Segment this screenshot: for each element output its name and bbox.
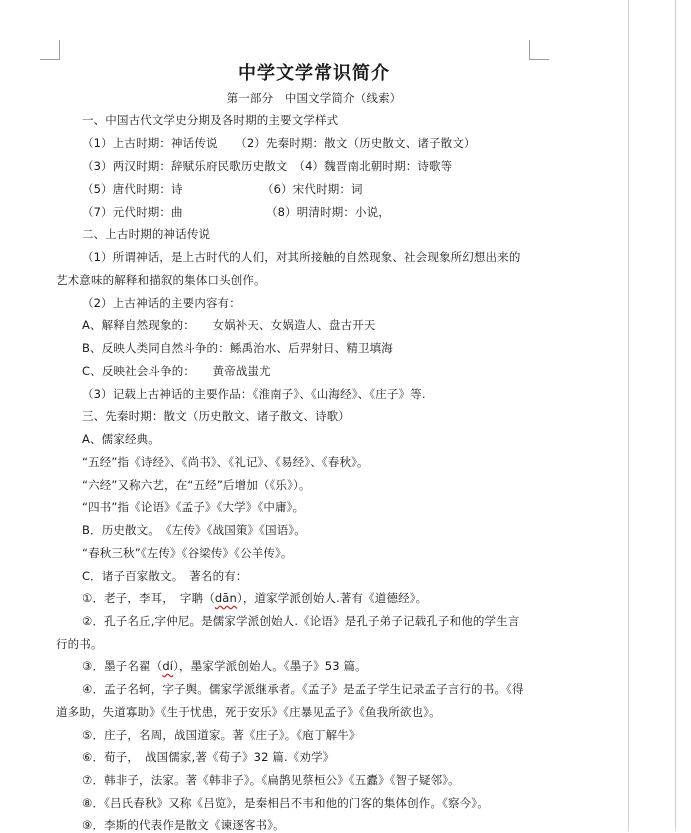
paragraph-line: （5）唐代时期：诗: [82, 182, 183, 196]
section-heading: 三、先秦时期：散文（历史散文、诸子散文、诗歌）: [82, 409, 350, 423]
paragraph-line: “四书”指《论语》《孟子》《大学》《中庸》。: [82, 500, 305, 514]
paragraph-line: （3）两汉时期：辞赋乐府民歌历史散文 （4）魏晋南北朝时期：诗歌等: [82, 159, 453, 173]
paragraph-line: 艺术意味的解释和描叙的集体口头创作。: [56, 273, 266, 287]
margin-corner-mark: [529, 40, 549, 60]
paragraph-line: ⑤．庄子，名周，战国道家。著《庄子》。《庖丁解牛》: [82, 728, 361, 742]
paragraph-line: “五经”指《诗经》、《尚书》、《礼记》、《易经》、《春秋》。: [82, 455, 369, 469]
paragraph-text: ），道家学派创始人.著有《道德经》。: [236, 591, 428, 605]
paragraph-line: （1）所谓神话，是上古时代的人们，对其所接触的自然现象、社会现象所幻想出来的: [82, 250, 521, 264]
paragraph-line: 行的书。: [56, 637, 103, 651]
spellcheck-word: dí: [162, 659, 174, 673]
paragraph-line: （2）上古神话的主要内容有：: [82, 296, 241, 310]
paragraph-line: B、反映人类同自然斗争的：鲧禹治水、后羿射日、精卫填海: [82, 341, 393, 355]
paragraph-line: （7）元代时期：曲: [82, 205, 183, 219]
vertical-scrollbar[interactable]: [675, 0, 676, 831]
paragraph-line: ②．孔子名丘,字仲尼。是儒家学派创始人.《论语》是孔子弟子记载孔子和他的学生言: [82, 614, 520, 628]
spellcheck-word: dān: [214, 591, 237, 605]
paragraph-line: C．诸子百家散文。 著名的有：: [82, 569, 248, 583]
paragraph-line: “春秋三秋”《左传》《谷梁传》《公羊传》。: [82, 546, 293, 560]
paragraph-line: ④．孟子名轲，字子舆。儒家学派继承者。《孟子》是孟子学生记录孟子言行的书。《得: [82, 682, 524, 696]
paragraph-text: ），墨家学派创始人。《墨子》53 篇。: [173, 659, 367, 673]
margin-corner-mark: [40, 40, 60, 60]
paragraph-line: （6）宋代时期：词: [262, 182, 363, 196]
document-title: 中学文学常识简介: [238, 63, 390, 84]
section-heading: 二、上古时期的神话传说: [82, 227, 211, 241]
paragraph-text: ①．老子，李耳， 字聃（: [82, 591, 215, 605]
document-subtitle: 第一部分 中国文学简介（线索）: [226, 91, 402, 105]
paragraph-line: B．历史散文。 《左传》《战国策》《国语》。: [82, 523, 306, 537]
paragraph-line: A、解释自然现象的： 女娲补天、女娲造人、盘古开天: [82, 318, 376, 332]
paragraph-line: （1）上古时期：神话传说 （2）先秦时期：散文（历史散文、诸子散文）: [82, 136, 476, 150]
paragraph-text: ③．墨子名翟（: [82, 659, 163, 673]
paragraph-line: ⑦．韩非子，法家。著《韩非子》。《扁鹊见蔡桓公》《五蠹》《智子疑邻》。: [82, 773, 460, 787]
paragraph-line: （8）明清时期：小说，: [266, 205, 390, 219]
section-heading: 一、中国古代文学史分期及各时期的主要文学样式: [82, 113, 339, 127]
paragraph-line: C、反映社会斗争的： 黄帝战蚩尤: [82, 364, 271, 378]
paragraph-line: ⑧．《吕氏春秋》又称《吕览》，是秦相吕不韦和他的门客的集体创作。《察今》。: [82, 796, 489, 810]
paragraph-line: ⑥．荀子， 战国儒家,著《荀子》32 篇.《劝学》: [82, 750, 335, 764]
paragraph-line: （3）记载上古神话的主要作品：《淮南子》、《山海经》、《庄子》等.: [82, 387, 426, 401]
paragraph-line: ⑨．李斯的代表作是散文《谏逐客书》。: [82, 818, 285, 832]
paragraph-line: “六经”又称六艺，在“五经”后增加（《乐》）。: [82, 478, 311, 492]
paragraph-line: 道多助，失道寡助》《生于忧患，死于安乐》《庄暴见孟子》《鱼我所欲也》。: [56, 705, 441, 719]
paragraph-line: A、儒家经典。: [82, 432, 160, 446]
paragraph-line: [82, 590, 427, 606]
right-gutter: [629, 0, 691, 831]
paragraph-line: [82, 658, 367, 674]
